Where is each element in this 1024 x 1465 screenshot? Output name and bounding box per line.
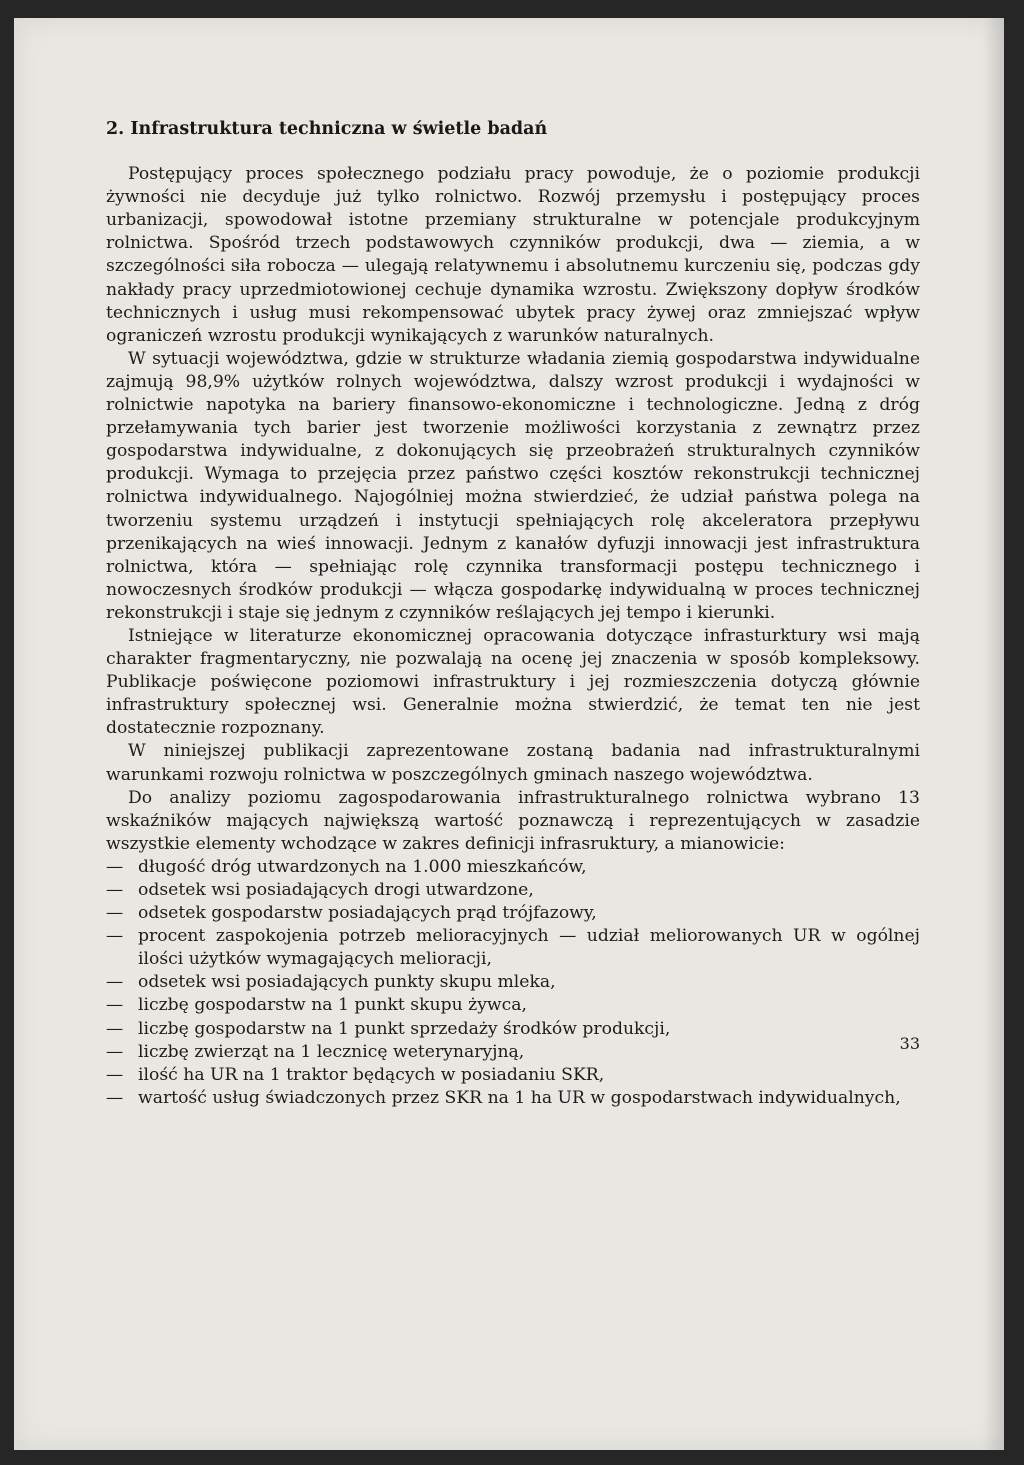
list-item-text: odsetek wsi posiadających drogi utwardzone,: [138, 880, 534, 900]
list-dash: —: [106, 972, 124, 993]
list-item-text: wartość usług świadczonych przez SKR na 1 ha UR w gospodarstwach indywidualnych,: [138, 1087, 901, 1108]
page-content: [106, 118, 920, 1110]
list-item-text: ilość ha UR na 1 traktor będących w posiadaniu SKR,: [138, 1064, 605, 1085]
list-item: [106, 1087, 920, 1110]
indicator-list: [106, 856, 920, 1110]
list-dash: —: [106, 1087, 124, 1108]
paragraph-3: Istniejące w literaturze ekonomicznej opracowania dotyczące infrasturktury wsi mają charakter fragmentaryczny, nie pozwalają na ocenę jej znaczenia w sposób kompleksowy. Publikacje poświęcone poziomowi infrastruktury i jej rozmieszczenia dotyczą głównie infrastruktury społecznej wsi. Generalnie można stwierdzić, że temat ten nie jest dostatecznie rozpoznany.: [106, 625, 920, 739]
list-item: [106, 925, 920, 971]
list-dash: —: [106, 1064, 124, 1085]
list-dash: —: [106, 1041, 124, 1062]
list-dash: —: [106, 926, 124, 947]
list-item-text: odsetek wsi posiadających punkty skupu mleka,: [138, 972, 556, 993]
list-item: [106, 1018, 920, 1041]
paragraph-1: Postępujący proces społecznego podziału pracy powoduje, że o poziomie produkcji żywności nie decyduje już tylko rolnictwo. Rozwój przemysłu i postępujący proces urbanizacji, spowodował istotne przemiany strukturalne w potencjale produkcyjnym rolnictwa. Spośród trzech podstawowych czynników produkcji, dwa — ziemia, a w szczególności siła robocza — ulegają relatywnemu i absolutnemu kurczeniu się, podczas gdy nakłady pracy uprzedmiotowionej cechuje dynamika wzrostu. Zwiększony dopływ środków technicznych i usług musi rekompensować ubytek pracy żywej oraz zmniejszać wpływ ograniczeń wzrostu produkcji wynikających z warunków naturalnych.: [106, 164, 920, 346]
list-dash: —: [106, 880, 124, 900]
document-page: [14, 18, 1004, 1450]
list-item: [106, 1041, 920, 1064]
list-dash: —: [106, 995, 124, 1016]
paragraph-4: W niniejszej publikacji zaprezentowane zostaną badania nad infrastrukturalnymi warunkami rozwoju rolnictwa w poszczególnych gminach naszego województwa.: [106, 741, 920, 785]
list-item: [106, 856, 920, 879]
list-item: [106, 879, 920, 902]
list-item-text: liczbę zwierząt na 1 lecznicę weterynaryjną,: [138, 1041, 525, 1062]
list-item-text: liczbę gospodarstw na 1 punkt skupu żywca,: [138, 995, 527, 1016]
paragraph-2: W sytuacji województwa, gdzie w strukturze władania ziemią gospodarstwa indywidualne zajmują 98,9% użytków rolnych województwa, dalszy wzrost produkcji i wydajności w rolnictwie napotyka na bariery finansowo-ekonomiczne i technologiczne. Jedną z dróg przełamywania tych barier jest tworzenie możliwości korzystania z zewnątrz przez gospodarstwa indywidualne, z dokonujących się przeobrażeń strukturalnych czynników produkcji. Wymaga to przejęcia przez państwo części kosztów rekonstrukcji technicznej rolnictwa indywidualnego. Najogólniej można stwierdzieć, że udział państwa polega na tworzeniu systemu urządzeń i instytucji spełniających rolę akceleratora przepływu przenikających na wieś innowacji. Jednym z kanałów dyfuzji innowacji jest infrastruktura rolnictwa, która — spełniając rolę czynnika transformacji postępu technicznego i nowoczesnych środków produkcji — włącza gospodarkę indywidualną w proces technicznej rekonstrukcji i staje się jednym z czynników reślających jej tempo i kierunki.: [106, 348, 920, 623]
list-item: [106, 902, 920, 925]
paragraph-5: Do analizy poziomu zagospodarowania infrastrukturalnego rolnictwa wybrano 13 wskaźników mających największą wartość poznawczą i reprezentujących w zasadzie wszystkie elementy wchodzące w zakres definicji infrasruktury, a mianowicie:: [106, 787, 920, 854]
list-item-text: odsetek gospodarstw posiadających prąd trójfazowy,: [138, 903, 597, 924]
list-item-text: procent zaspokojenia potrzeb melioracyjnych — udział meliorowanych UR w ogólnej ilości użytków wymagających melioracji,: [138, 926, 920, 970]
list-item-text: długość dróg utwardzonych na 1.000 mieszkańców,: [138, 856, 587, 877]
list-item: [106, 994, 920, 1017]
list-dash: —: [106, 903, 124, 924]
list-item-text: liczbę gospodarstw na 1 punkt sprzedaży środków produkcji,: [138, 1018, 671, 1039]
list-item: [106, 1064, 920, 1087]
list-item: [106, 971, 920, 994]
list-dash: —: [106, 856, 124, 877]
list-dash: —: [106, 1018, 124, 1039]
section-heading: 2. Infrastruktura techniczna w świetle badań: [106, 119, 548, 139]
page-number: 33: [899, 1034, 920, 1053]
